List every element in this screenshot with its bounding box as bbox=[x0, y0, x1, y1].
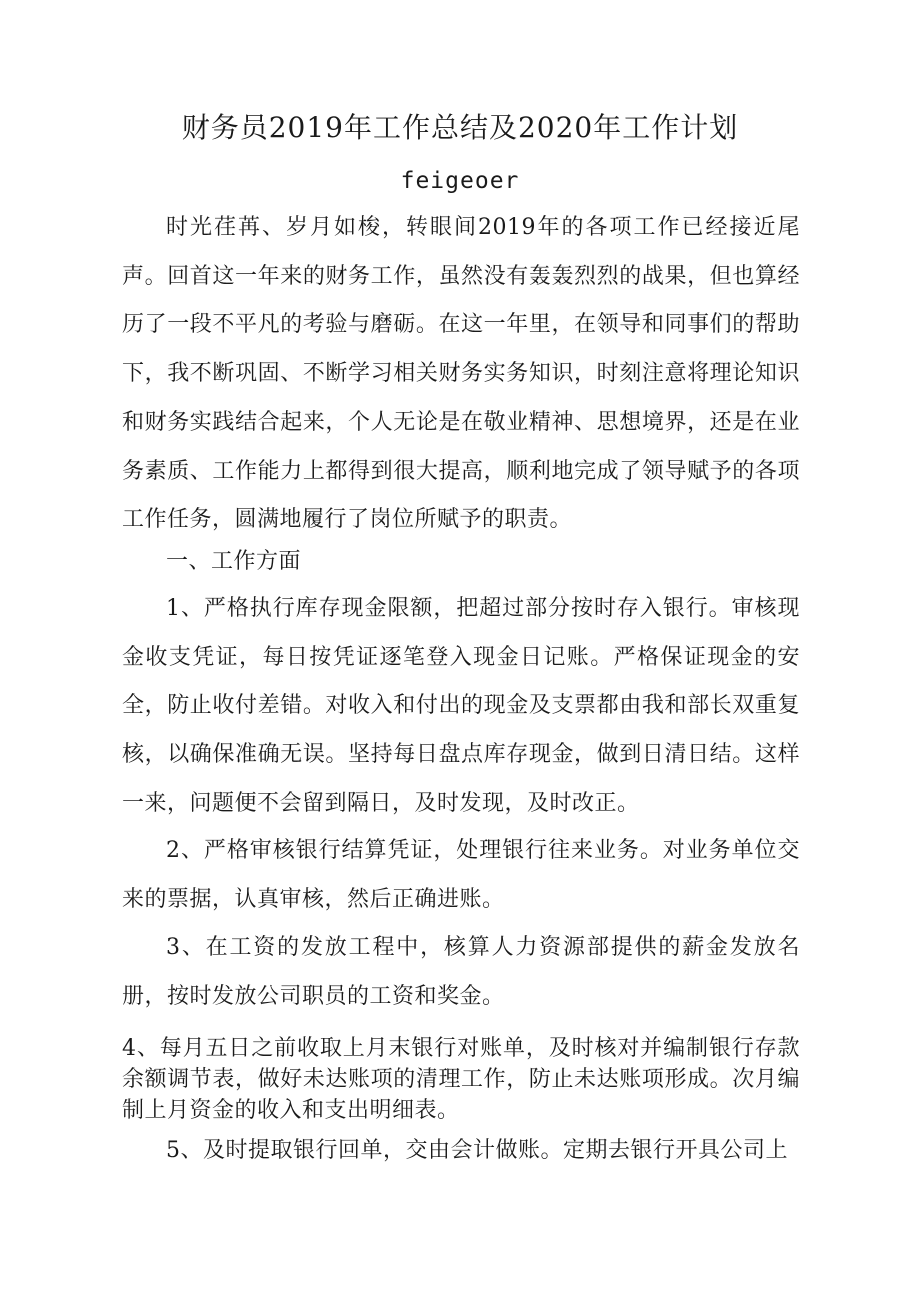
section-heading-work: 一、工作方面 bbox=[166, 549, 302, 574]
paragraph-item-4: 4、每月五日之前收取上月末银行对账单，及时核对并编制银行存款余额调节表，做好未达账项的清理工作，防止未达账项形成。次月编制上月资金的收入和支出明细表。 bbox=[122, 1036, 800, 1123]
document-author: feigeoer bbox=[400, 168, 520, 194]
paragraph-item-5: 5、及时提取银行回单，交由会计做账。定期去银行开具公司上 bbox=[166, 1138, 788, 1163]
document-title: 财务员2019年工作总结及2020年工作计划 bbox=[181, 111, 739, 144]
paragraph-intro: 时光荏苒、岁月如梭，转眼间2019年的各项工作已经接近尾声。回首这一年来的财务工作，虽然没有轰轰烈烈的战果，但也算经历了一段不平凡的考验与磨砺。在这一年里，在领导和同事们的帮助下，我不断巩固、不断学习相关财务实务知识，时刻注意将理论知识和财务实践结合起来，个人无论是在敬业精神、思想境界，还是在业务素质、工作能力上都得到很大提高，顺利地完成了领导赋予的各项工作任务，圆满地履行了岗位所赋予的职责。 bbox=[122, 215, 800, 533]
paragraph-item-1: 1、严格执行库存现金限额，把超过部分按时存入银行。审核现金收支凭证，每日按凭证逐笔登入现金日记账。严格保证现金的安全，防止收付差错。对收入和付出的现金及支票都由我和部长双重复核，以确保准确无误。坚持每日盘点库存现金，做到日清日结。这样一来，问题便不会留到隔日，及时发现，及时改正。 bbox=[122, 596, 800, 816]
paragraph-item-3: 3、在工资的发放工程中，核算人力资源部提供的薪金发放名册，按时发放公司职员的工资和奖金。 bbox=[122, 935, 800, 1009]
paragraph-item-2: 2、严格审核银行结算凭证，处理银行往来业务。对业务单位交来的票据，认真审核，然后正确进账。 bbox=[122, 838, 800, 912]
